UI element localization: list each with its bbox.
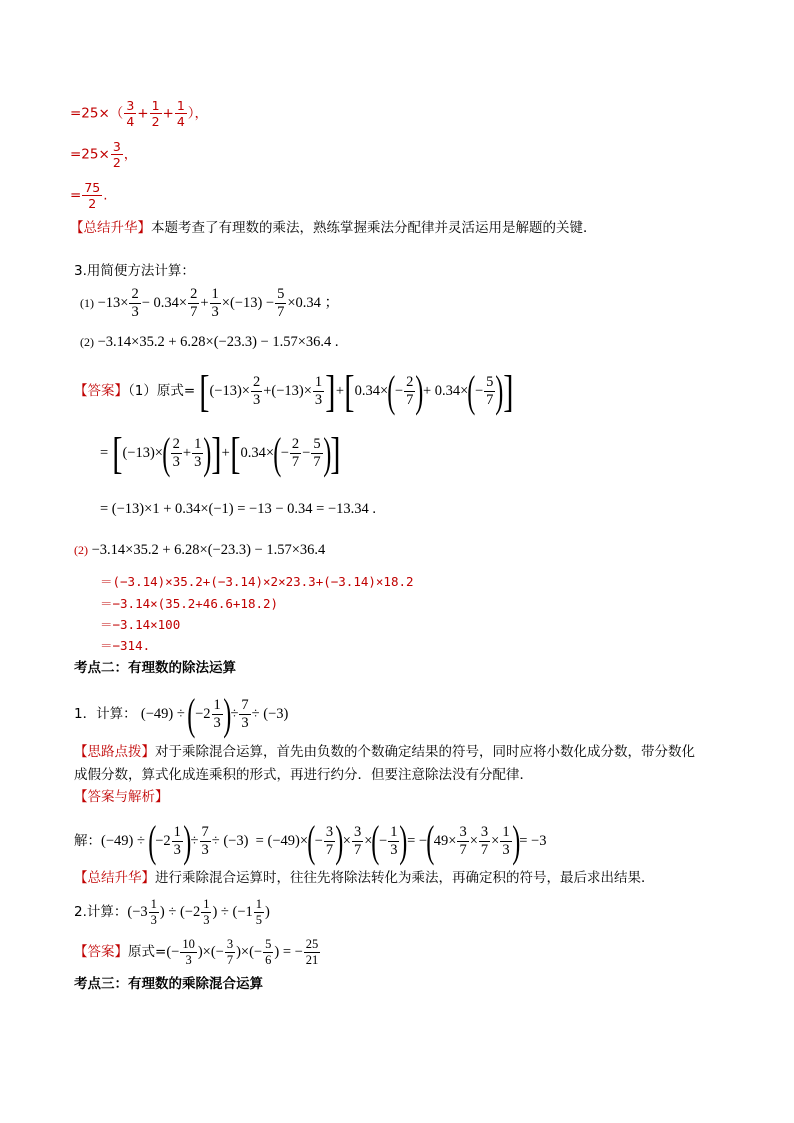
calc-line-1-suffix: ）， (187, 105, 209, 122)
summary-1-text: 本题考查了有理数的乘法，熟练掌握乘法分配律并灵活运用是解题的关键． (151, 220, 597, 236)
answer-1-label: （1）原式= (128, 383, 196, 400)
division-question-1: 1．计算： (−49) ÷ (−2 $\frac{1}{3}$ )÷ $\frac{7}{3}$ ÷ (−3) (74, 690, 289, 739)
hint-text-1: 对于乘除混合运算，首先由负数的个数确定结果的符号，同时应将小数化成分数，带分数化 (155, 744, 695, 760)
question-3-part-1: (1) −13× $\frac{2}{3}$ − 0.34× $\frac{2}{7}$ + $\frac{1}{3}$ ×(−13) − $\frac{5}{7}$ ×0.34 ； (80, 286, 340, 321)
answer-2-expression (74, 543, 325, 558)
summary-1-tag: 【总结升华】 (70, 220, 151, 236)
summary-2-tag: 【总结升华】 (74, 870, 155, 886)
calc-line-1-prefix: =25×（ (70, 105, 124, 122)
calc-line-1: =25×（ $\frac{3}{4}$ + $\frac{1}{2}$ + $\frac{1}{4}$ ）， (70, 98, 209, 130)
summary-2 (74, 872, 655, 886)
hint-line-2: 成假分数，算式化成连乘积的形式，再进行约分．但要注意除法没有分配律． (74, 767, 533, 783)
answer-1-line-1: 【答案】（1）原式= [(−13)× $\frac{2}{3}$ +(−13)× $\frac{1}{3}$ ]+[0.34×(− $\frac{2}{7}$ )+ 0.34×(− $\frac{5}{7}$ )] (74, 367, 514, 416)
answer-2-step-3: ＝−3.14×100 (100, 617, 181, 632)
answer-tag: 【答案】 (74, 383, 128, 400)
hint-line-1 (74, 746, 695, 760)
answer-tag-2: 【答案】 (74, 943, 128, 960)
section-3-title: 考点三：有理数的乘除混合运算 (74, 976, 263, 992)
division-question-2: 2.计算：(−3 $\frac{1}{3}$ ) ÷ (−2 $\frac{1}{3}$ ) ÷ (−1 $\frac{1}{5}$ ) (74, 897, 270, 928)
calc-line-2-prefix: =25× (70, 146, 110, 163)
division-answer-2-label: 原式= (128, 943, 167, 960)
answer-2-expr: −3.14×35.2 + 6.28×(−23.3) − 1.57×36.4 (91, 542, 326, 558)
division-answer-2: 【答案】原式=(− $\frac{10}{3}$ )×(− $\frac{3}{7}$ )×(− $\frac{5}{6}$ ) = − $\frac{25}{21}$ (74, 937, 319, 968)
answer-1-result: = (−13)×1 + 0.34×(−1) = −13 − 0.34 = −13.34 (100, 501, 369, 517)
answer-1-line-2: = [(−13)×( $\frac{2}{3}$ + $\frac{1}{3}$ )]+[0.34×(− $\frac{2}{7}$ − $\frac{5}{7}$ )] (100, 429, 341, 478)
solution-line: 解：(−49) ÷ (−2 $\frac{1}{3}$ )÷ $\frac{7}{3}$ ÷ (−3) = (−49)×(− $\frac{3}{7}$ )× $\frac{3}{7}$ ×(− $\frac{1}{3}$ )= −(49× $\frac{3}{7}$ × $\frac{3}{7}$ × $\frac{1}{3}$ )= −3 (74, 817, 547, 866)
answer-2-label: (2) (74, 543, 88, 557)
q3-part-1-label: (1) (80, 296, 94, 311)
question-3-title: 3.用简便方法计算： (74, 263, 195, 279)
answer-2-step-2: ＝−3.14×(35.2+46.6+18.2) (100, 596, 279, 611)
summary-2-text: 进行乘除混合运算时，往往先将除法转化为乘法，再确定积的符号，最后求出结果． (155, 870, 655, 886)
answer-2-step-4: ＝−314. (100, 638, 151, 653)
answer-2-step-1: ＝(−3.14)×35.2+(−3.14)×2×23.3+(−3.14)×18.2 (100, 574, 414, 589)
q3-part-2-label: (2) (80, 335, 94, 349)
division-q1-label: 1．计算： (74, 706, 137, 723)
calc-line-2-suffix: ， (123, 146, 138, 163)
summary-1 (70, 222, 597, 236)
answer-analysis-tag: 【答案与解析】 (74, 789, 169, 805)
calc-line-3: = $\frac{75}{2}$ . (70, 180, 108, 212)
solution-label: 解： (74, 833, 101, 850)
calc-line-3-suffix: . (103, 187, 108, 204)
question-3-part-2: (2) −3.14×35.2 + 6.28×(−23.3) − 1.57×36.4 . (80, 334, 339, 350)
calc-line-2: =25× $\frac{3}{2}$ ， (70, 139, 138, 171)
q3-part-2-expression: −3.14×35.2 + 6.28×(−23.3) − 1.57×36.4 (97, 334, 332, 350)
calc-line-3-prefix: = (70, 187, 82, 204)
section-2-title: 考点二：有理数的除法运算 (74, 660, 236, 676)
division-q2-label: 2.计算： (74, 903, 128, 920)
hint-tag: 【思路点拨】 (74, 744, 155, 760)
answer-1-line-3: = (−13)×1 + 0.34×(−1) = −13 − 0.34 = −13.34 . (100, 501, 377, 517)
